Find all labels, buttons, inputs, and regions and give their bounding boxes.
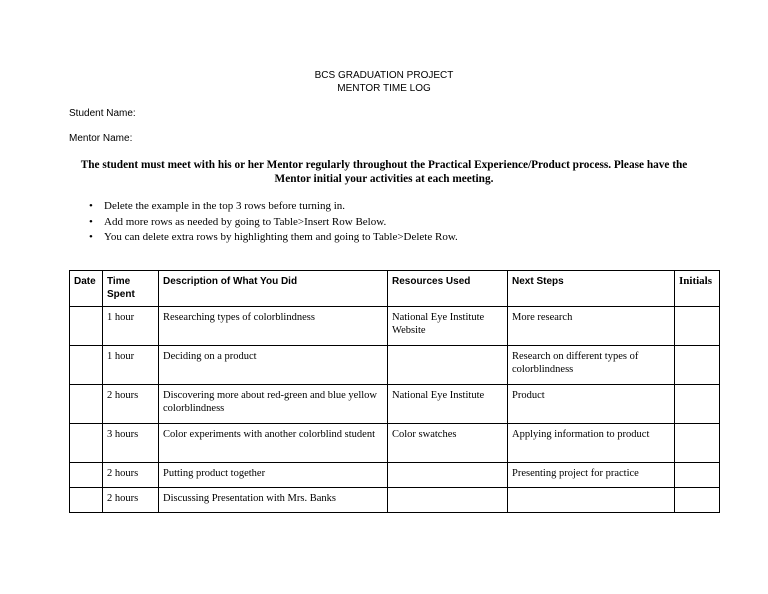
description-cell[interactable]: Color experiments with another colorblind student — [159, 424, 388, 463]
resources-cell[interactable] — [388, 463, 508, 488]
time-spent-cell[interactable]: 2 hours — [103, 385, 159, 424]
description-cell[interactable]: Putting product together — [159, 463, 388, 488]
next-steps-cell[interactable]: Research on different types of colorblindness — [508, 346, 675, 385]
instructions-line-2: Mentor initial your activities at each meeting. — [274, 173, 494, 185]
date-cell[interactable] — [70, 488, 103, 513]
initials-cell[interactable] — [675, 385, 720, 424]
student-name-label: Student Name: — [69, 108, 136, 119]
next-steps-cell[interactable]: Presenting project for practice — [508, 463, 675, 488]
date-cell[interactable] — [70, 307, 103, 346]
date-cell[interactable] — [70, 346, 103, 385]
bullet-icon: • — [89, 215, 93, 228]
table-row — [70, 488, 720, 513]
table-row — [70, 424, 720, 463]
bullet-text: Delete the example in the top 3 rows before turning in. — [104, 200, 346, 212]
time-spent-cell[interactable]: 2 hours — [103, 463, 159, 488]
resources-cell[interactable]: National Eye Institute Website — [388, 307, 508, 346]
next-steps-cell[interactable]: Product — [508, 385, 675, 424]
next-steps-cell[interactable] — [508, 488, 675, 513]
bullet-item — [88, 199, 458, 215]
initials-cell[interactable] — [675, 488, 720, 513]
instruction-bullet-list — [88, 199, 458, 246]
time-spent-cell[interactable]: 1 hour — [103, 307, 159, 346]
bullet-item — [88, 230, 458, 246]
mentor-time-log-table — [69, 270, 720, 513]
column-header-resources: Resources Used — [388, 271, 508, 307]
date-cell[interactable] — [70, 385, 103, 424]
resources-cell[interactable] — [388, 488, 508, 513]
initials-cell[interactable] — [675, 424, 720, 463]
bullet-icon: • — [89, 200, 93, 212]
description-cell[interactable]: Deciding on a product — [159, 346, 388, 385]
date-cell[interactable] — [70, 424, 103, 463]
table-header-row — [70, 271, 720, 307]
column-header-time-spent: Time Spent — [103, 271, 159, 307]
next-steps-cell[interactable]: Applying information to product — [508, 424, 675, 463]
resources-cell[interactable]: Color swatches — [388, 424, 508, 463]
column-header-date: Date — [70, 271, 103, 307]
initials-cell[interactable] — [675, 463, 720, 488]
column-header-initials: Initials — [675, 271, 720, 307]
next-steps-cell[interactable]: More research — [508, 307, 675, 346]
table-row — [70, 346, 720, 385]
resources-cell[interactable]: National Eye Institute — [388, 385, 508, 424]
column-header-next-steps: Next Steps — [508, 271, 675, 307]
project-title: BCS GRADUATION PROJECT — [314, 70, 454, 81]
instructions-line-1: The student must meet with his or her Mentor regularly throughout the Practical Experience/Product process. Please have the — [80, 159, 688, 171]
bullet-item — [88, 215, 458, 231]
table-row — [70, 463, 720, 488]
initials-cell[interactable] — [675, 346, 720, 385]
bullet-text: You can delete extra rows by highlighting them and going to Table>Delete Row. — [104, 231, 458, 243]
mentor-name-label: Mentor Name: — [69, 133, 133, 144]
table-row — [70, 307, 720, 346]
resources-cell[interactable] — [388, 346, 508, 385]
bullet-text: Add more rows as needed by going to Table>Insert Row Below. — [104, 215, 387, 228]
bullet-icon: • — [89, 231, 93, 243]
table-row — [70, 385, 720, 424]
initials-cell[interactable] — [675, 307, 720, 346]
column-header-description: Description of What You Did — [159, 271, 388, 307]
instructions-paragraph — [60, 158, 708, 186]
time-spent-cell[interactable]: 1 hour — [103, 346, 159, 385]
log-title: MENTOR TIME LOG — [337, 83, 431, 94]
time-spent-cell[interactable]: 3 hours — [103, 424, 159, 463]
description-cell[interactable]: Researching types of colorblindness — [159, 307, 388, 346]
description-cell[interactable]: Discussing Presentation with Mrs. Banks — [159, 488, 388, 513]
description-cell[interactable]: Discovering more about red-green and blue yellow colorblindness — [159, 385, 388, 424]
date-cell[interactable] — [70, 463, 103, 488]
time-spent-cell[interactable]: 2 hours — [103, 488, 159, 513]
